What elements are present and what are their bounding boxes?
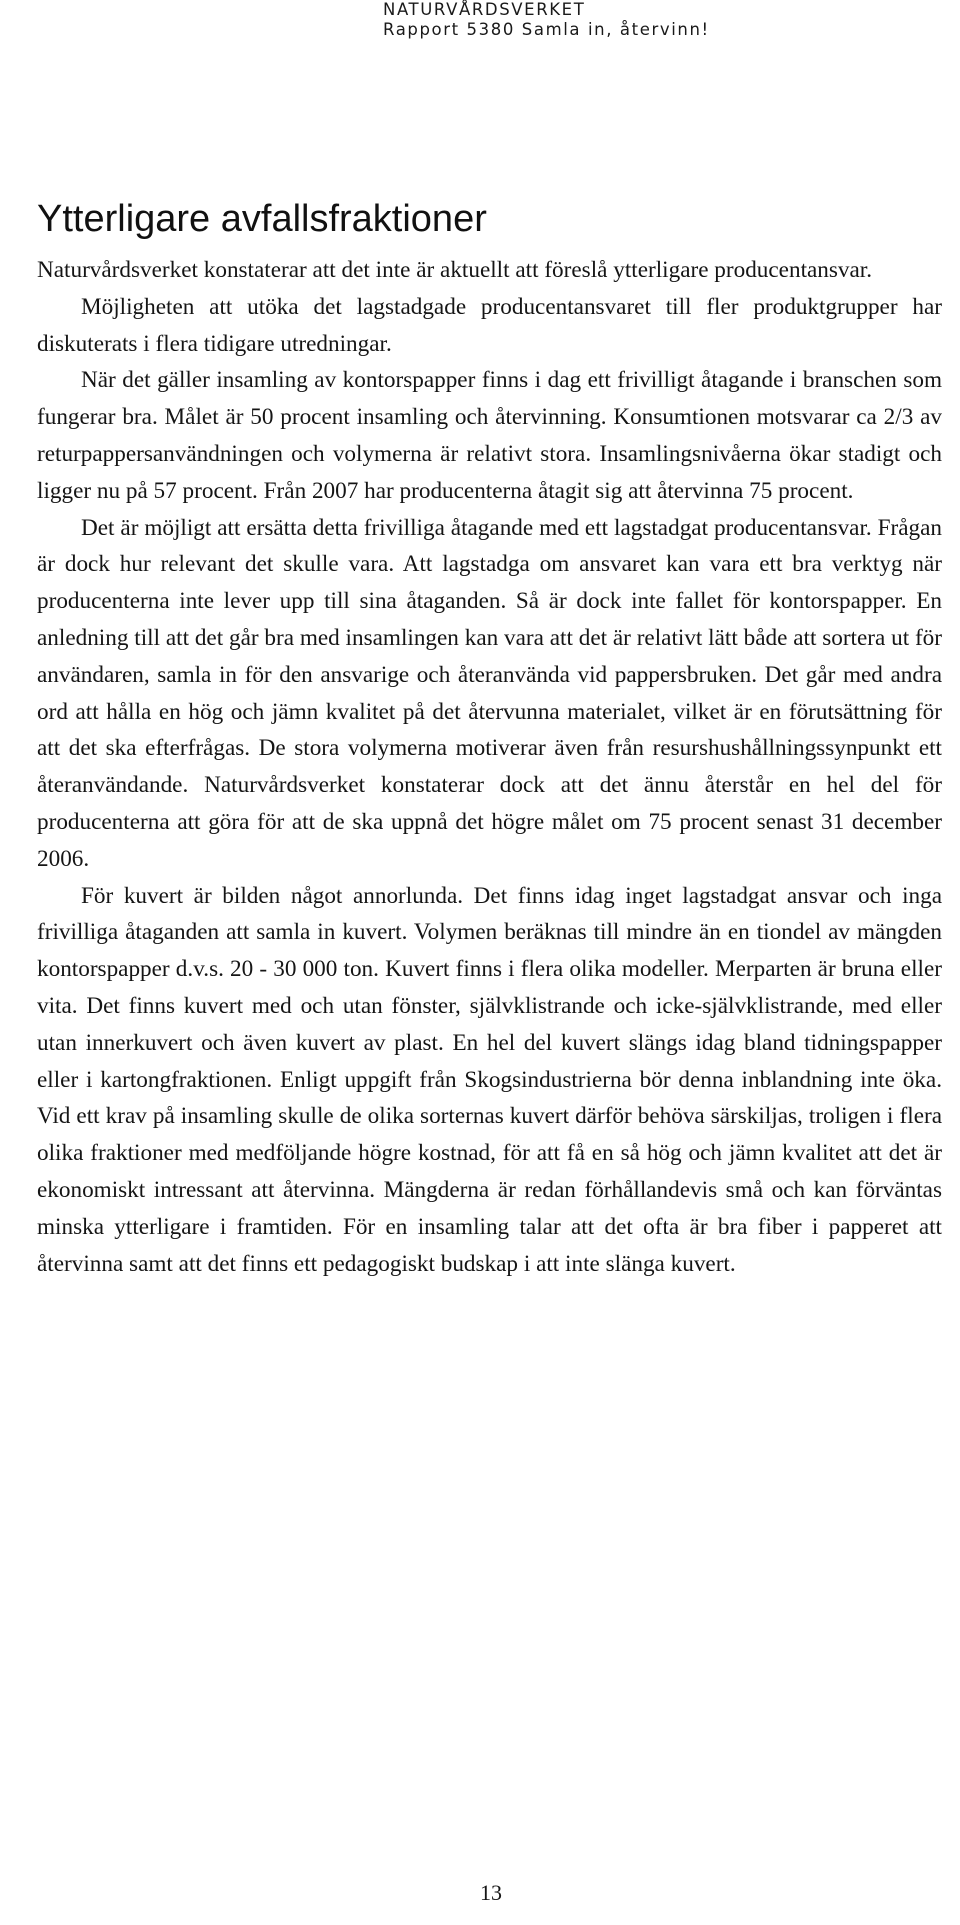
running-header (383, 0, 710, 40)
paragraph-3: När det gäller insamling av kontorspapper finns i dag ett frivilligt åtagande i branschen som fungerar bra. Målet är 50 procent insamling och återvinning. Konsumtionen motsvarar ca 2/3 av returpappersanvändningen och volymerna är relativt stora. Insamlingsnivåerna ökar stadigt och ligger nu på 57 procent. Från 2007 har producenterna åtagit sig att återvinna 75 procent. (37, 367, 942, 504)
paragraph-5: För kuvert är bilden något annorlunda. Det finns idag inget lagstadgat ansvar och inga frivilliga åtaganden att samla in kuvert. Volymen beräknas till mindre än en tiondel av mängden kontorspapper d.v.s. 20 - 30 000 ton. Kuvert finns i flera olika modeller. Merparten är bruna eller vita. Det finns kuvert med och utan fönster, självklistrande och icke-självklistrande, med eller utan innerkuvert och även kuvert av plast. En hel del kuvert slängs idag bland tidningspapper eller i kartongfraktionen. Enligt uppgift från Skogsindustrierna bör denna inblandning inte öka. Vid ett krav på insamling skulle de olika sorternas kuvert därför behöva särskiljas, troligen i flera olika fraktioner med medföljande högre kostnad, för att få en så hög och jämn kvalitet att det är ekonomiskt intressant att återvinna. Mängderna är redan förhållandevis små och kan förväntas minska ytterligare i framtiden. För en insamling talar att det ofta är bra fiber i papperet att återvinna samt att det finns ett pedagogiskt budskap i att inte slänga kuvert. (37, 882, 942, 1277)
paragraph-4: Det är möjligt att ersätta detta frivilliga åtagande med ett lagstadgat producentansvar. Frågan är dock hur relevant det skulle vara. Att lagstadga om ansvaret kan vara ett bra verktyg när producenterna inte lever upp till sina åtaganden. Så är dock inte fallet för kontorspapper. En anledning till att det går bra med insamlingen kan vara att det är relativt lätt både att sortera ut för användaren, samla in för den ansvarige och återanvända vid pappersbruken. Det går med andra ord att hålla en hög och jämn kvalitet på det återvunna materialet, vilket är en förutsättning för att det ska efterfrågas. De stora volymerna motiverar även från resurshushållningssynpunkt ett återanvändande. Naturvårdsverket konstaterar dock att det ännu återstår en hel del för producenterna att göra för att de ska uppnå det högre målet om 75 procent senast 31 december 2006. (37, 514, 942, 872)
header-report-title: Rapport 5380 Samla in, återvinn! (383, 20, 710, 39)
paragraph-1: Naturvårdsverket konstaterar att det inte är aktuellt att föreslå ytterligare producentansvar. (37, 257, 873, 283)
section-heading: Ytterligare avfallsfraktioner (37, 198, 487, 240)
paragraph-2: Möjligheten att utöka det lagstadgade producentansvaret till fler produktgrupper har diskuterats i flera tidigare utredningar. (37, 293, 942, 357)
page-number: 13 (480, 1880, 502, 1905)
section-body (37, 252, 942, 1282)
header-org: NATURVÅRDSVERKET (383, 0, 586, 19)
